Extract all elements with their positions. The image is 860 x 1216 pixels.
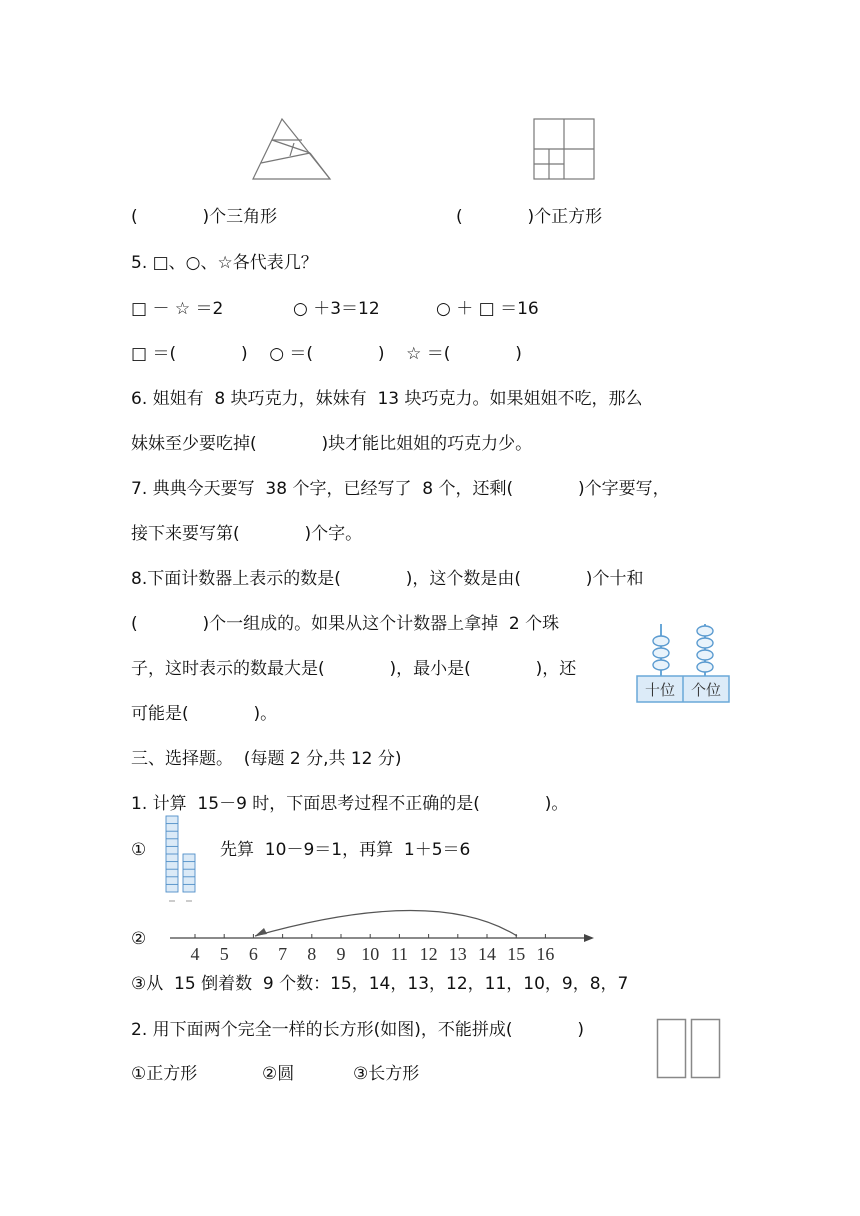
number-line-label: 15 [507, 944, 526, 964]
q7-line-2: 接下来要写第( )个字。 [131, 524, 363, 544]
q4-answer-squares: ( )个正方形 [456, 207, 603, 227]
q6-line-2: 妹妹至少要吃掉( )块才能比姐姐的巧克力少。 [131, 434, 533, 454]
abacus-tens-label: 十位 [644, 681, 676, 699]
number-line [160, 890, 600, 966]
number-line-label: 7 [278, 944, 288, 964]
number-line-label: 6 [248, 944, 258, 964]
two-rectangles-figure [656, 1018, 722, 1080]
number-line-label: 13 [448, 944, 467, 964]
q5-answers: □ ＝( ) ○ ＝( ) ☆ ＝( ) [131, 344, 522, 364]
s3-q2-option-3: ③长方形 [353, 1064, 420, 1084]
s3-q1-stem: 1. 计算 15－9 时，下面思考过程不正确的是( )。 [131, 794, 569, 814]
squares-figure [533, 118, 595, 180]
q8-line-4: 可能是( )。 [131, 704, 278, 724]
s3-q2-option-2: ②圆 [262, 1064, 295, 1084]
q5-equation-2: ○ ＋3＝12 [293, 299, 380, 319]
abacus-figure [635, 620, 731, 704]
q8-line-1: 8.下面计数器上表示的数是( )，这个数是由( )个十和 [131, 569, 644, 589]
q5-equation-1: □ － ☆ ＝2 [131, 299, 224, 319]
q8-line-2: ( )个一组成的。如果从这个计数器上拿掉 2 个珠 [131, 614, 560, 634]
number-line-label: 11 [390, 944, 409, 964]
number-line-label: 14 [478, 944, 496, 964]
number-line-label: 5 [219, 944, 229, 964]
number-line-label: 10 [361, 944, 380, 964]
q5-equation-3: ○ ＋ □ ＝16 [436, 299, 539, 319]
s3-q1-opt1-mark: ① [131, 840, 147, 860]
s3-q2-stem: 2. 用下面两个完全一样的长方形(如图)，不能拼成( ) [131, 1020, 584, 1040]
number-line-label: 9 [336, 944, 346, 964]
number-line-label: 16 [536, 944, 555, 964]
number-line-label: 4 [190, 944, 200, 964]
triangle-figure [252, 117, 332, 181]
section3-title: 三、选择题。 (每题 2 分,共 12 分) [131, 749, 402, 769]
q6-line-1: 6. 姐姐有 8 块巧克力，妹妹有 13 块巧克力。如果姐姐不吃，那么 [131, 389, 643, 409]
tens-beads [653, 636, 669, 670]
s3-q1-opt1-text: 先算 10－9＝1，再算 1＋5＝6 [220, 840, 471, 860]
number-line-label: 12 [419, 944, 438, 964]
q8-line-3: 子，这时表示的数最大是( )，最小是( )，还 [131, 659, 577, 679]
q7-line-1: 7. 典典今天要写 38 个字，已经写了 8 个，还剩( )个字要写， [131, 479, 670, 499]
number-line-label: 8 [307, 944, 317, 964]
q4-answer-triangles: ( )个三角形 [131, 207, 278, 227]
q5-title: 5. □、○、☆各代表几？ [131, 253, 318, 273]
abacus-ones-label: 个位 [690, 681, 722, 699]
s3-q2-option-1: ①正方形 [131, 1064, 198, 1084]
s3-q1-opt2-mark: ② [131, 929, 147, 949]
s3-q1-opt3: ③从 15 倒着数 9 个数：15，14，13，12，11，10，9，8，7 [131, 974, 629, 994]
